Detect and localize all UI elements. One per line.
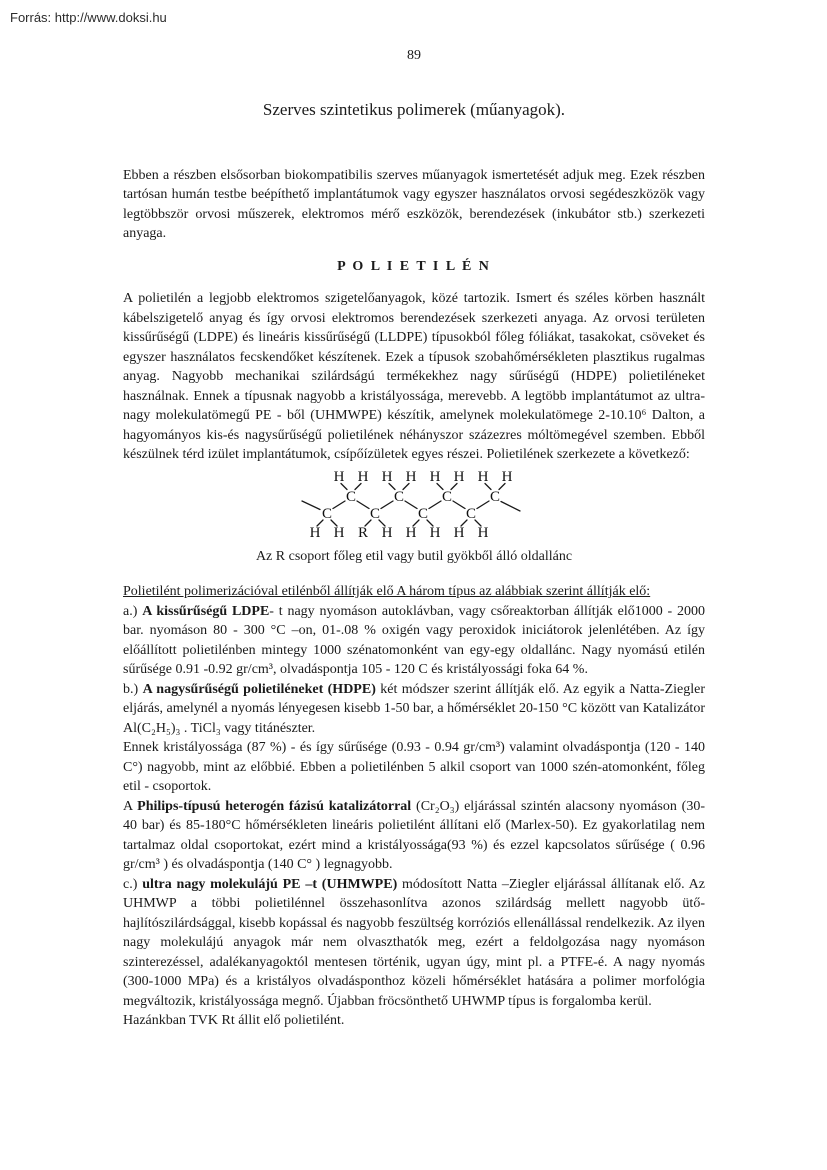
carbon-atom: C <box>369 505 381 522</box>
item-b-continued-paragraph: Ennek kristályossága (87 %) - és így sűrűsége (0.93 - 0.94 gr/cm³) valamint olvadáspontja (120 - 140 C°) nagyobb, mint az előbbié. Ebben a polietilénben 5 alkil csoport van 1000 szén-atomonként, főleg etil - csoportok. <box>123 740 705 794</box>
bottom-h-atom: H <box>381 524 393 541</box>
item-a-bold-term: A kissűrűségű LDPE <box>142 603 270 619</box>
carbon-atom: C <box>345 488 357 505</box>
source-url-label: Forrás: http://www.doksi.hu <box>10 10 167 25</box>
carbon-atom: C <box>489 488 501 505</box>
item-c-paragraph <box>123 875 705 1012</box>
philips-text: (Cr₂O₃) eljárással szintén alacsony nyomáson (30-40 bar) és 85-180°C hőmérsékleten lineáris polietilént állítani elő (Marlex-50). Ez gyakorlatilag nem tartalmaz oldal csoportokat, ezért mind a kristályossága(93 %) és ezzel kapcsolatos sűrűsége ( 0.96 gr/cm³ ) és olvadáspontja (140 C° ) legnagyobb. <box>123 798 705 872</box>
carbon-atom: C <box>441 488 453 505</box>
polyethylene-structure-diagram <box>289 465 539 545</box>
page-number: 89 <box>407 48 421 63</box>
item-b-bold-term: A nagysűrűségű polietiléneket (HDPE) <box>142 681 376 697</box>
bottom-h-atom: H <box>333 524 345 541</box>
item-c-text: módosított Natta –Ziegler eljárással állítanak elő. Az UHMWP a többi polietilénnel összehasonlítva azonos szilárdság mellett nagyobb ütő-hajlítószilárdsággal, kisebb kopással és nagyobb feszültség korróziós ellenállással rendelkezik. Az ilyen nagy molekulájú anyagok már nem olvaszthatók meg, ezért a feldolgozása nagy nyomáson szinterezéssel, adalékanyagoktól mentesen történik, ugyan úgy, mint pl. a PTFE-é. A nagy nyomás (300-1000 MPa) és a kristályos olvadásponthoz közeli hőmérséklet hatására a polimer morfológia megváltozik, kristályossága megnő. Újabban fröcsönthető UHWMP típus is forgalomba kerül. <box>123 876 705 1009</box>
item-c-bold-term: ultra nagy molekulájú PE –t (UHMWPE) <box>142 876 398 892</box>
top-h-atom: H <box>429 468 441 485</box>
item-a-text: - t nagy nyomáson autoklávban, vagy csőreaktorban állítják elő1000 - 2000 bar. nyomáson 80 - 300 °C –on, 01-.08 % oxigén vagy peroxidok iniciátorok jelenlétében. Az így előállított polietilénben mintegy 1000 szénatomonként van egy-egy oldallánc. Nagy nyomású etilén sűrűsége 0.91 -0.92 gr/cm³, olvadáspontja 105 - 120 C és kristályossági foka 64 %. <box>123 603 705 677</box>
top-h-atom: H <box>501 468 513 485</box>
top-h-atom: H <box>381 468 393 485</box>
bottom-r-atom: R <box>357 524 369 541</box>
item-b-paragraph <box>123 680 705 739</box>
item-b-text: két módszer szerint állítják elő. Az egyik a Natta-Ziegler eljárás, amelynél a nyomás lényegesen kisebb 1-50 bar, a hőmérséklet 20-150 °C között van Katalizátor Al(C₂H₅)₃ . TiCl₃ vagy titánészter. <box>123 681 705 736</box>
top-h-atom: H <box>333 468 345 485</box>
structure-caption: Az R csoport főleg etil vagy butil gyökből álló oldallánc <box>255 548 573 564</box>
top-h-atom: H <box>453 468 465 485</box>
polyethylene-paragraph: A polietilén a legjobb elektromos szigetelőanyagok, közé tartozik. Ismert és széles körben használt kábelszigetelő anyag és így orvosi elektromos berendezések szerkezeti anyaga. Az orvosi területen kissűrűségű (LDPE) és lineáris kissűrűségű (LLDPE) típusokból főleg fóliákat, tasakokat, csöveket és egyszer használatos fecskendőket készítenek. Ezek a típusok szobahőmérsékleten plasztikus rugalmas anyag. Nagyobb mechanikai szilárdságú termékekhez nagy sűrűségű (HDPE) polietiléneket használnak. Ennek a típusnak nagyobb a kristályossága, merevebb. A legtöbb implantátumot az ultra-nagy molekulatömegű PE - ből (UHMWPE) készítik, amelynek molekulatömege 2-10.10⁶ Dalton, a hagyományos kis-és nagysűrűségű polietilének néhányszor százezres móltömegével szemben. Ebből készülnek térd izület implantátumok, csípőízületek egyes részei. Polietilének szerkezete a következő: <box>123 291 705 462</box>
closing-line: Hazánkban TVK Rt állit elő polietilént. <box>123 1013 345 1028</box>
top-h-atom: H <box>405 468 417 485</box>
philips-bold-term: Philips-típusú heterogén fázisú katalizátorral <box>137 798 412 814</box>
section-heading-polyethylene: P O L I E T I L É N <box>337 258 491 274</box>
carbon-atom: C <box>393 488 405 505</box>
philips-paragraph <box>123 797 705 875</box>
carbon-atom: C <box>465 505 477 522</box>
structure-svg <box>289 465 539 545</box>
intro-paragraph: Ebben a részben elsősorban biokompatibilis szerves műanyagok ismertetését adjuk meg. Ezek részben tartósan humán testbe beépíthető implantátumok vagy egyszer használatos orvosi segédeszközök vagy legtöbbször orvosi műszerek, elektromos mérő eszközök, berendezések (inkubátor stb.) szerkezeti anyaga. <box>123 167 705 241</box>
top-h-atom: H <box>357 468 369 485</box>
carbon-atom: C <box>417 505 429 522</box>
item-a-prefix: a.) <box>123 603 143 619</box>
item-c-prefix: c.) <box>123 876 143 892</box>
carbon-atom: C <box>321 505 333 522</box>
item-b-prefix: b.) <box>123 681 143 697</box>
document-title: Szerves szintetikus polimerek (műanyagok). <box>262 99 566 119</box>
philips-prefix: A <box>123 798 138 814</box>
bottom-h-atom: H <box>477 524 489 541</box>
bottom-h-atom: H <box>405 524 417 541</box>
item-a-paragraph <box>123 602 705 680</box>
bottom-h-atom: H <box>453 524 465 541</box>
process-intro-line: Polietilént polimerizációval etilénből állítják elő A három típus az alábbiak szerint állítják elő: <box>123 584 651 599</box>
bottom-h-atom: H <box>429 524 441 541</box>
top-h-atom: H <box>477 468 489 485</box>
bottom-h-atom: H <box>309 524 321 541</box>
